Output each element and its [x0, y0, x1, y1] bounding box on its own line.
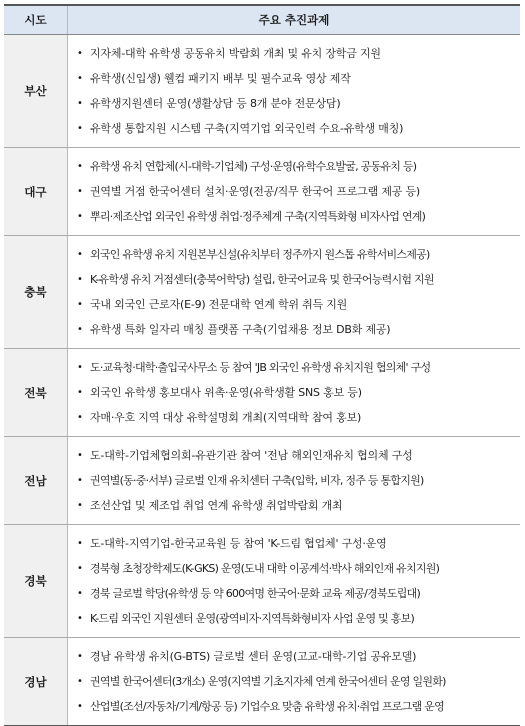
task-text: 도·교육청·대학·출입국사무소 등 참여 'JB 외국인 유학생 유치지원 협의체' 구성: [90, 361, 431, 374]
task-text: 권역별(동·중·서부) 글로벌 인재 유치센터 구축(입학, 비자, 정주 등 통합지원): [90, 474, 424, 487]
task-item: [77, 179, 520, 204]
task-text: 권역별 거점 한국어센터 설치·운영(전공/직무 한국어 프로그램 제공 등): [90, 185, 420, 198]
task-item: [77, 116, 520, 141]
task-item: [77, 41, 520, 66]
bullet-icon: •: [77, 701, 83, 712]
table-row: [4, 148, 520, 236]
tasks-cell: [68, 437, 521, 525]
table-row: [4, 236, 520, 349]
task-item: [77, 468, 520, 493]
task-list: [77, 41, 520, 141]
task-text: 유학생지원센터 운영(생활상담 등 8개 분야 전문상담): [90, 97, 341, 110]
task-text: 국내 외국인 근로자(E-9) 전문대학 연계 학위 취득 지원: [90, 298, 348, 311]
task-list: [77, 355, 520, 430]
task-list: [77, 242, 520, 342]
bullet-icon: •: [77, 299, 83, 310]
task-text: 외국인 유학생 홍보대사 위촉·운영(유학생활 SNS 홍보 등): [90, 386, 362, 399]
task-text: 자매·우호 지역 대상 유학설명회 개최(지역대학 참여 홍보): [90, 411, 362, 424]
task-list: [77, 644, 520, 719]
region-cell: 충북: [4, 236, 68, 349]
table-row: [4, 349, 520, 437]
task-item: [77, 242, 520, 267]
policy-table: [4, 4, 520, 726]
task-text: K-드림 외국인 지원센터 운영(광역비자·지역특화형비자 사업 운영 및 홍보): [90, 612, 414, 625]
tasks-cell: [68, 525, 521, 638]
task-list: [77, 443, 520, 518]
bullet-icon: •: [77, 450, 83, 461]
task-item: [77, 644, 520, 669]
task-item: [77, 669, 520, 694]
bullet-icon: •: [77, 73, 83, 84]
task-item: [77, 694, 520, 719]
bullet-icon: •: [77, 161, 83, 172]
task-text: 외국인 유학생 유치 지원본부신설(유치부터 정주까지 원스톱 유학서비스제공): [90, 248, 430, 261]
tasks-cell: [68, 236, 521, 349]
task-item: [77, 355, 520, 380]
task-item: [77, 91, 520, 116]
task-text: 조선산업 및 제조업 취업 연계 유학생 취업박람회 개최: [90, 499, 343, 512]
tasks-cell: [68, 638, 521, 726]
table-body: [4, 35, 520, 726]
bullet-icon: •: [77, 676, 83, 687]
task-item: [77, 317, 520, 342]
region-cell: 경남: [4, 638, 68, 726]
task-list: [77, 531, 520, 631]
task-text: 유학생 통합지원 시스템 구축(지역기업 외국인력 수요-유학생 매칭): [90, 122, 404, 135]
bullet-icon: •: [77, 98, 83, 109]
task-text: 지자체-대학 유학생 공동유치 박람회 개최 및 유치 장학금 지원: [90, 47, 381, 60]
bullet-icon: •: [77, 613, 83, 624]
tasks-cell: [68, 349, 521, 437]
bullet-icon: •: [77, 211, 83, 222]
task-item: [77, 531, 520, 556]
tasks-column-header: 주요 추진과제: [68, 5, 521, 35]
bullet-icon: •: [77, 362, 83, 373]
task-text: 도-대학-기업체협의회-유관기관 참여 '전남 해외인재유치 협의체 구성: [90, 449, 413, 462]
task-text: 경남 유학생 유치(G-BTS) 글로벌 센터 운영(고교-대학-기업 공유모델): [90, 650, 417, 663]
task-item: [77, 292, 520, 317]
task-list: [77, 154, 520, 229]
task-text: 유학생(신입생) 웰컴 패키지 배부 및 필수교육 영상 제작: [90, 72, 351, 85]
task-item: [77, 267, 520, 292]
tasks-cell: [68, 148, 521, 236]
task-item: [77, 556, 520, 581]
task-item: [77, 154, 520, 179]
task-item: [77, 443, 520, 468]
task-item: [77, 606, 520, 631]
task-item: [77, 204, 520, 229]
table-row: [4, 437, 520, 525]
region-cell: 전북: [4, 349, 68, 437]
task-text: K-유학생 유치 거점센터(충북어학당) 설립, 한국어교육 및 한국어능력시험 지원: [90, 273, 434, 286]
bullet-icon: •: [77, 588, 83, 599]
task-item: [77, 405, 520, 430]
region-column-header: 시도: [4, 5, 68, 35]
task-text: 유학생 특화 일자리 매칭 플랫폼 구축(기업채용 정보 DB화 제공): [90, 323, 391, 336]
task-text: 뿌리·제조산업 외국인 유학생 취업·정주체계 구축(지역특화형 비자사업 연계): [90, 210, 426, 223]
bullet-icon: •: [77, 186, 83, 197]
task-text: 경북형 초청장학제도(K-GKS) 운영(도내 대학 이공계석·박사 해외인재 유치지원): [90, 562, 440, 575]
bullet-icon: •: [77, 563, 83, 574]
task-item: [77, 493, 520, 518]
bullet-icon: •: [77, 274, 83, 285]
task-text: 산업별(조선/자동차/기계/항공 등) 기업수요 맞춤 유학생 유치·취업 프로그램 운영: [90, 700, 444, 713]
bullet-icon: •: [77, 538, 83, 549]
bullet-icon: •: [77, 249, 83, 260]
table-row: [4, 638, 520, 726]
region-cell: 경북: [4, 525, 68, 638]
bullet-icon: •: [77, 500, 83, 511]
bullet-icon: •: [77, 387, 83, 398]
task-text: 경북 글로벌 학당(유학생 등 약 600여명 한국어·문화 교육 제공/경북도립대): [90, 587, 421, 600]
task-item: [77, 581, 520, 606]
table-row: [4, 525, 520, 638]
bullet-icon: •: [77, 48, 83, 59]
bullet-icon: •: [77, 324, 83, 335]
task-item: [77, 66, 520, 91]
tasks-cell: [68, 35, 521, 148]
table-header-row: [4, 5, 520, 35]
task-item: [77, 380, 520, 405]
region-cell: 대구: [4, 148, 68, 236]
task-text: 도-대학-지역기업-한국교육원 등 참여 'K-드림 협업체' 구성·운영: [90, 537, 387, 550]
bullet-icon: •: [77, 651, 83, 662]
task-text: 유학생 유치 연합체(시-대학-기업체) 구성·운영(유학수요발굴, 공동유치 등): [90, 160, 417, 173]
bullet-icon: •: [77, 412, 83, 423]
bullet-icon: •: [77, 475, 83, 486]
task-text: 권역별 한국어센터(3개소) 운영(지역별 기초지자체 연계 한국어센터 운영 일원화): [90, 675, 446, 688]
bullet-icon: •: [77, 123, 83, 134]
region-cell: 전남: [4, 437, 68, 525]
table-row: [4, 35, 520, 148]
region-cell: 부산: [4, 35, 68, 148]
